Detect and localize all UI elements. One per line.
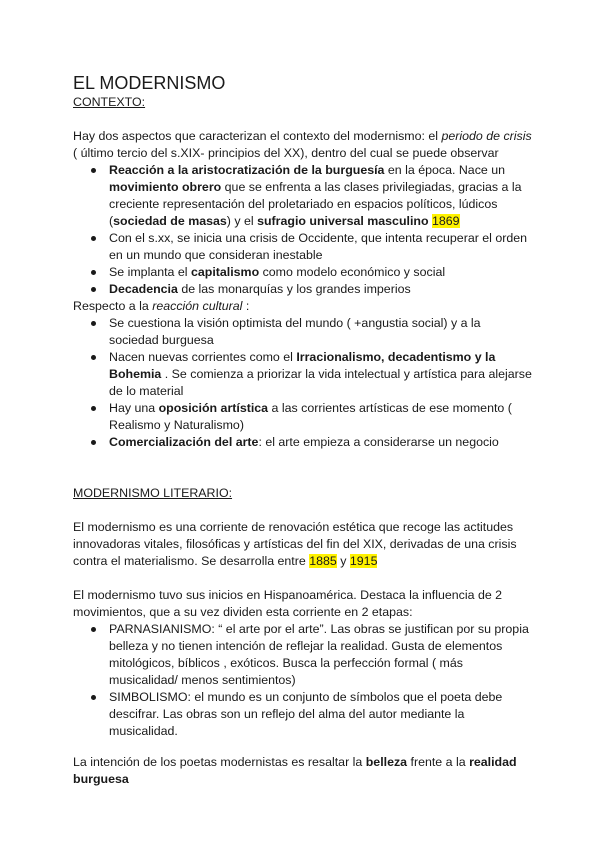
list-item: Hay una oposición artística a las corrientes artísticas de ese momento ( Realismo y Naturalismo) bbox=[109, 400, 533, 434]
cultural-list bbox=[73, 315, 533, 451]
list-item: SIMBOLISMO: el mundo es un conjunto de símbolos que el poeta debe descifrar. Las obras son un reflejo del alma del autor mediante la musicalidad. bbox=[109, 689, 533, 740]
highlighted-year: 1885 bbox=[309, 554, 337, 568]
highlighted-year: 1869 bbox=[432, 214, 460, 228]
page-title: EL MODERNISMO bbox=[73, 73, 226, 93]
document-body bbox=[73, 72, 533, 788]
list-item: Nacen nuevas corrientes como el Irracionalismo, decadentismo y la Bohemia . Se comienza a priorizar la vida intelectual y artística para alejarse de lo material bbox=[109, 350, 532, 398]
crisis-list bbox=[73, 162, 533, 298]
list-item: Reacción a la aristocratización de la burguesía en la época. Nace un movimiento obrero que se enfrenta a las clases privilegiadas, gracias a la creciente representación del proletariado en espacios políticos, lúdicos (sociedad de masas) y el sufragio universal masculino 1869 bbox=[109, 162, 533, 230]
contexto-intro: Hay dos aspectos que caracterizan el contexto del modernismo: el periodo de crisis ( último tercio del s.XIX- principios del XX), dentro del cual se puede observar bbox=[73, 129, 532, 160]
list-item: PARNASIANISMO: “ el arte por el arte”. Las obras se justifican por su propia belleza y no tienen intención de reflejar la realidad. Gusta de elementos mitológicos, bíblicos , exóticos. Busca la perfección formal ( más musicalidad/ menos sentimientos) bbox=[109, 621, 533, 689]
literario-paragraph-1: El modernismo es una corriente de renovación estética que recoge las actitudes innovadoras vitales, filosóficas y artísticas del fin del XIX, derivadas de una crisis contra el materialismo. Se desarrolla entre 1885 y 1915 bbox=[73, 520, 517, 568]
literario-paragraph-3: La intención de los poetas modernistas es resaltar la belleza frente a la realidad burguesa bbox=[73, 755, 517, 786]
highlighted-year: 1915 bbox=[349, 554, 378, 568]
section-heading-literario: MODERNISMO LITERARIO: bbox=[73, 486, 233, 500]
literario-paragraph-2: El modernismo tuvo sus inicios en Hispanoamérica. Destaca la influencia de 2 movimientos, que a su vez dividen esta corriente en 2 etapas: bbox=[73, 588, 503, 619]
section-heading-contexto: CONTEXTO: bbox=[73, 95, 146, 109]
list-item: Se implanta el capitalismo como modelo económico y social bbox=[109, 264, 533, 281]
reaccion-cultural-intro: Respecto a la reacción cultural : bbox=[73, 299, 250, 313]
list-item: Se cuestiona la visión optimista del mundo ( +angustia social) y a la sociedad burguesa bbox=[109, 315, 533, 349]
list-item: Decadencia de las monarquías y los grandes imperios bbox=[109, 281, 533, 298]
movimientos-list bbox=[73, 621, 533, 740]
list-item: Comercialización del arte: el arte empieza a considerarse un negocio bbox=[109, 434, 533, 451]
list-item: Con el s.xx, se inicia una crisis de Occidente, que intenta recuperar el orden en un mundo que consideran inestable bbox=[109, 230, 533, 264]
